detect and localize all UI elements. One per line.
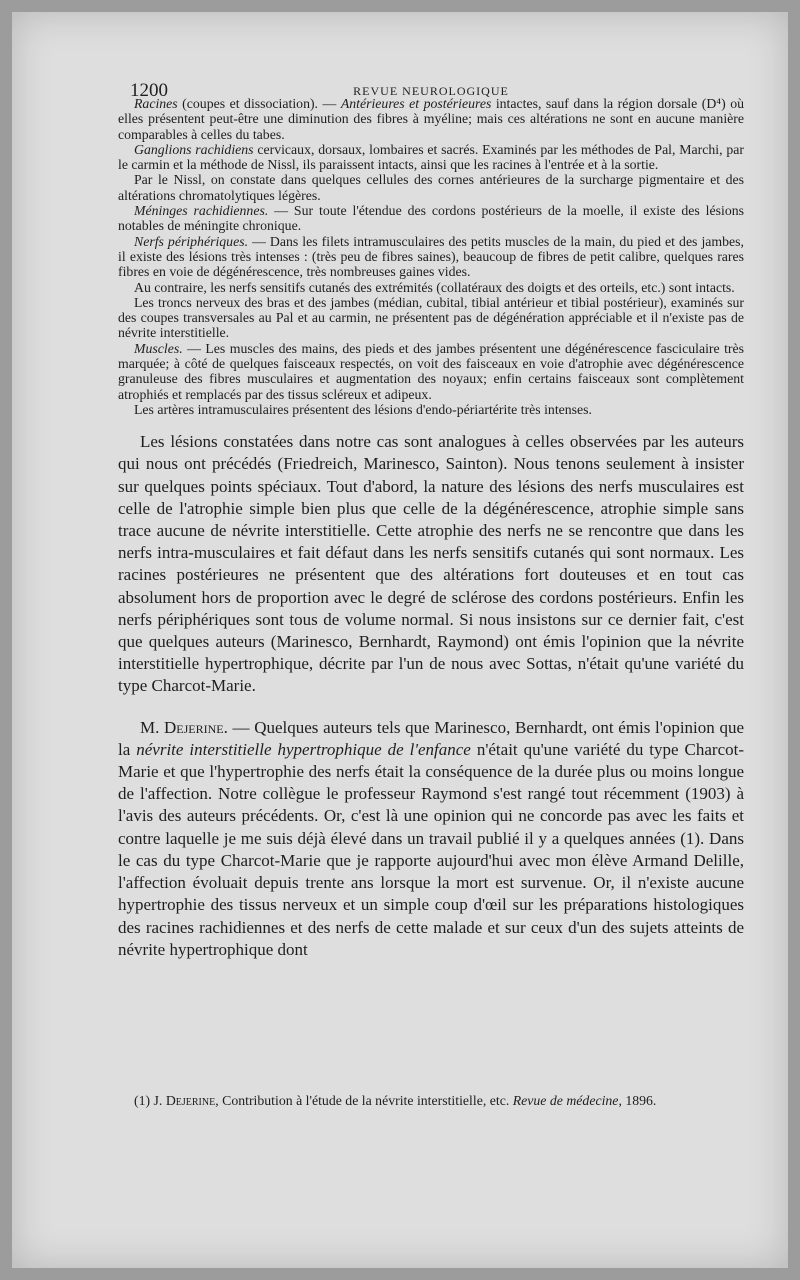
paragraph-nerfs: Nerfs périphériques. — Dans les filets intramusculaires des petits muscles de la main, du pied et des jambes, il existe des lésions très intenses : (très peu de fibres saines), beaucoup de fibres de petit calibre, quelques rares fibres en voie de dégénérescence, très nombreuses gaines vides. bbox=[118, 233, 744, 280]
observation-details bbox=[118, 96, 744, 417]
footnote: (1) J. Dejerine, Contribution à l'étude de la névrite interstitielle, etc. Revue de médecine, 1896. bbox=[134, 1093, 657, 1108]
paragraph-troncs: Les troncs nerveux des bras et des jambes (médian, cubital, tibial antérieur et tibial postérieur), examinés sur des coupes transversales au Pal et au carmin, ne présentent pas de dégénération appréciable et il n'existe pas de névrite interstitielle. bbox=[118, 294, 744, 341]
journal-title: REVUE NEUROLOGIQUE bbox=[353, 84, 509, 98]
paragraph-meninges: Méninges rachidiennes. — Sur toute l'étendue des cordons postérieurs de la moelle, il existe des lésions notables de méningite chronique. bbox=[118, 203, 744, 234]
paragraph-sensitifs: Au contraire, les nerfs sensitifs cutanés des extrémités (collatéraux des doigts et des orteils, etc.) sont intacts. bbox=[134, 279, 735, 295]
paragraph-dejerine: M. Dejerine. — Quelques auteurs tels que Marinesco, Bernhardt, ont émis l'opinion que la névrite interstitielle hypertrophique de l'enfance n'était qu'une variété du type Charcot-Marie et que l'hypertrophie des nerfs était la conséquence de la durée plus ou moins longue de l'affection. Notre collègue le professeur Raymond s'est rangé tout récemment (1903) à l'avis des auteurs précédents. Or, c'est là une opinion qui ne concorde pas avec les faits et contre laquelle je me suis déjà élevé dans un travail publié il y a quelques années (1). Dans le cas du type Charcot-Marie que je rapporte aujourd'hui avec mon élève Armand Delille, l'affection évoluait depuis trente ans lorsque la mort est survenue. Or, il n'existe aucune hypertrophie des tissus nerveux et un simple coup d'œil sur les préparations histologiques des racines rachidiennes et des nerfs de cette malade et sur ceux d'un des sujets atteints de névrite hypertrophique dont bbox=[118, 717, 744, 959]
paragraph-discussion: Les lésions constatées dans notre cas sont analogues à celles observées par les auteurs qui nous ont précédés (Friedreich, Marinesco, Sainton). Nous tenons seulement à insister sur quelques points spéciaux. Tout d'abord, la nature des lésions des nerfs musculaires est celle de l'atrophie simple bien plus que celle de la dégénérescence, atrophie simple sans trace aucune de névrite interstitielle. Cette atrophie des nerfs ne se rencontre que dans les nerfs intra-musculaires et fait défaut dans les nerfs sensitifs cutanés qui sont normaux. Les racines postérieures ne présentent que des altérations fort douteuses et en tout cas absolument hors de proportion avec le degré de sclérose des cordons postérieurs. Enfin les nerfs périphériques sont tous de volume normal. Si nous insistons sur ce dernier fait, c'est que quelques auteurs (Marinesco, Bernhardt, Raymond) ont émis l'opinion que la névrite interstitielle hypertrophique, décrite par l'un de nous avec Sottas, n'était qu'une variété du type Charcot-Marie. bbox=[118, 432, 744, 696]
footnote-author: Dejerine bbox=[165, 1093, 216, 1108]
footnote-journal: Revue de médecine bbox=[512, 1093, 619, 1108]
page-content bbox=[118, 96, 744, 961]
body-text bbox=[118, 431, 744, 961]
speaker-name: M. Dejerine. bbox=[140, 717, 228, 737]
page-number: 1200 bbox=[130, 80, 168, 101]
paragraph-arteres: Les artères intramusculaires présentent des lésions d'endo-périartérite très intenses. bbox=[134, 401, 592, 417]
paragraph-ganglions: Ganglions rachidiens cervicaux, dorsaux, lombaires et sacrés. Examinés par les méthodes de Pal, Marchi, par le carmin et la méthode de Nissl, ils paraissent intacts, ainsi que les racines à l'entrée et à la sortie. bbox=[118, 141, 744, 173]
paragraph-racines: Racines (coupes et dissociation). — Antérieures et postérieures intactes, sauf dans la région dorsale (D⁴) où elles présentent peut-être une diminution des fibres à myéline; mais ces altérations ne sont en aucune manière comparables à celles du tabes. bbox=[118, 96, 744, 142]
paragraph-muscles: Muscles. — Les muscles des mains, des pieds et des jambes présentent une dégénérescence fasciculaire très marquée; à côté de quelques faisceaux respectés, on voit des faisceaux en voie d'atrophie avec dégénérescence granuleuse des fibres musculaires et augmentation des noyaux; enfin certains faisceaux sont complètement atrophiés et remplacés par des tissus scléreux et adipeux. bbox=[118, 340, 744, 402]
paragraph-nissl: Par le Nissl, on constate dans quelques cellules des cornes antérieures de la surcharge pigmentaire et des altérations chromatolytiques légères. bbox=[118, 172, 744, 203]
